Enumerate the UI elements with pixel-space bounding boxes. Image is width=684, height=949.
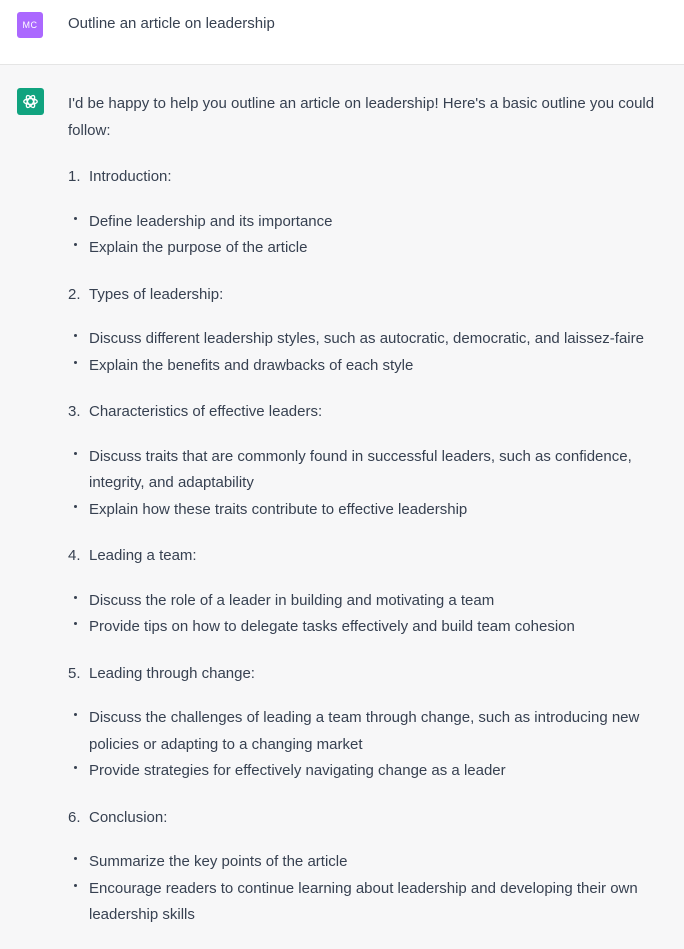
outline-section bbox=[68, 164, 680, 262]
bullet-item: Provide strategies for effectively navigating change as a leader bbox=[68, 758, 680, 785]
section-number: 1. bbox=[68, 168, 81, 185]
section-heading bbox=[68, 543, 680, 570]
section-heading bbox=[68, 399, 680, 426]
section-title: Leading a team: bbox=[89, 547, 197, 564]
bullet-list bbox=[68, 588, 680, 641]
section-number: 5. bbox=[68, 664, 81, 682]
section-number: 3. bbox=[68, 403, 81, 420]
user-message-row bbox=[0, 0, 684, 65]
bullet-item: Explain the purpose of the article bbox=[68, 235, 680, 262]
bullet-item: Define leadership and its importance bbox=[68, 209, 680, 236]
section-number: 6. bbox=[68, 808, 81, 826]
outline-section bbox=[68, 805, 680, 929]
bullet-item: Summarize the key points of the article bbox=[68, 849, 680, 876]
outline-section bbox=[68, 661, 680, 785]
section-number: 4. bbox=[68, 547, 81, 564]
bullet-item: Encourage readers to continue learning about leadership and developing their own leadership skills bbox=[68, 876, 680, 929]
section-title: Types of leadership: bbox=[89, 285, 224, 303]
bullet-item: Explain how these traits contribute to effective leadership bbox=[68, 497, 680, 524]
assistant-avatar bbox=[17, 88, 44, 115]
outline-section bbox=[68, 282, 680, 380]
assistant-intro-text: I'd be happy to help you outline an article on leadership! Here's a basic outline you could follow: bbox=[68, 95, 655, 139]
bullet-list bbox=[68, 705, 680, 785]
user-avatar: MC bbox=[17, 12, 43, 38]
chatgpt-logo-icon bbox=[21, 92, 40, 111]
section-heading bbox=[68, 661, 680, 688]
section-heading bbox=[68, 164, 680, 191]
assistant-message-content bbox=[68, 91, 680, 949]
outline-list bbox=[68, 164, 680, 929]
bullet-item: Discuss the challenges of leading a team through change, such as introducing new policies or adapting to a changing market bbox=[68, 705, 680, 758]
outline-section bbox=[68, 543, 680, 641]
section-title: Introduction: bbox=[89, 168, 172, 185]
outline-section bbox=[68, 399, 680, 523]
section-title: Leading through change: bbox=[89, 664, 255, 682]
bullet-list bbox=[68, 444, 680, 524]
section-title: Conclusion: bbox=[89, 808, 168, 826]
bullet-item: Discuss traits that are commonly found in successful leaders, such as confidence, integrity, and adaptability bbox=[68, 444, 680, 497]
user-message-text: Outline an article on leadership bbox=[68, 15, 275, 32]
bullet-item: Explain the benefits and drawbacks of each style bbox=[68, 353, 680, 380]
section-number: 2. bbox=[68, 285, 81, 303]
bullet-item: Discuss the role of a leader in building and motivating a team bbox=[68, 588, 680, 615]
section-heading bbox=[68, 282, 680, 309]
bullet-list bbox=[68, 209, 680, 262]
bullet-list bbox=[68, 326, 680, 379]
bullet-list bbox=[68, 849, 680, 929]
bullet-item: Discuss different leadership styles, such as autocratic, democratic, and laissez-faire bbox=[68, 326, 680, 353]
section-heading bbox=[68, 805, 680, 832]
bullet-item: Provide tips on how to delegate tasks effectively and build team cohesion bbox=[68, 614, 680, 641]
section-title: Characteristics of effective leaders: bbox=[89, 403, 323, 420]
